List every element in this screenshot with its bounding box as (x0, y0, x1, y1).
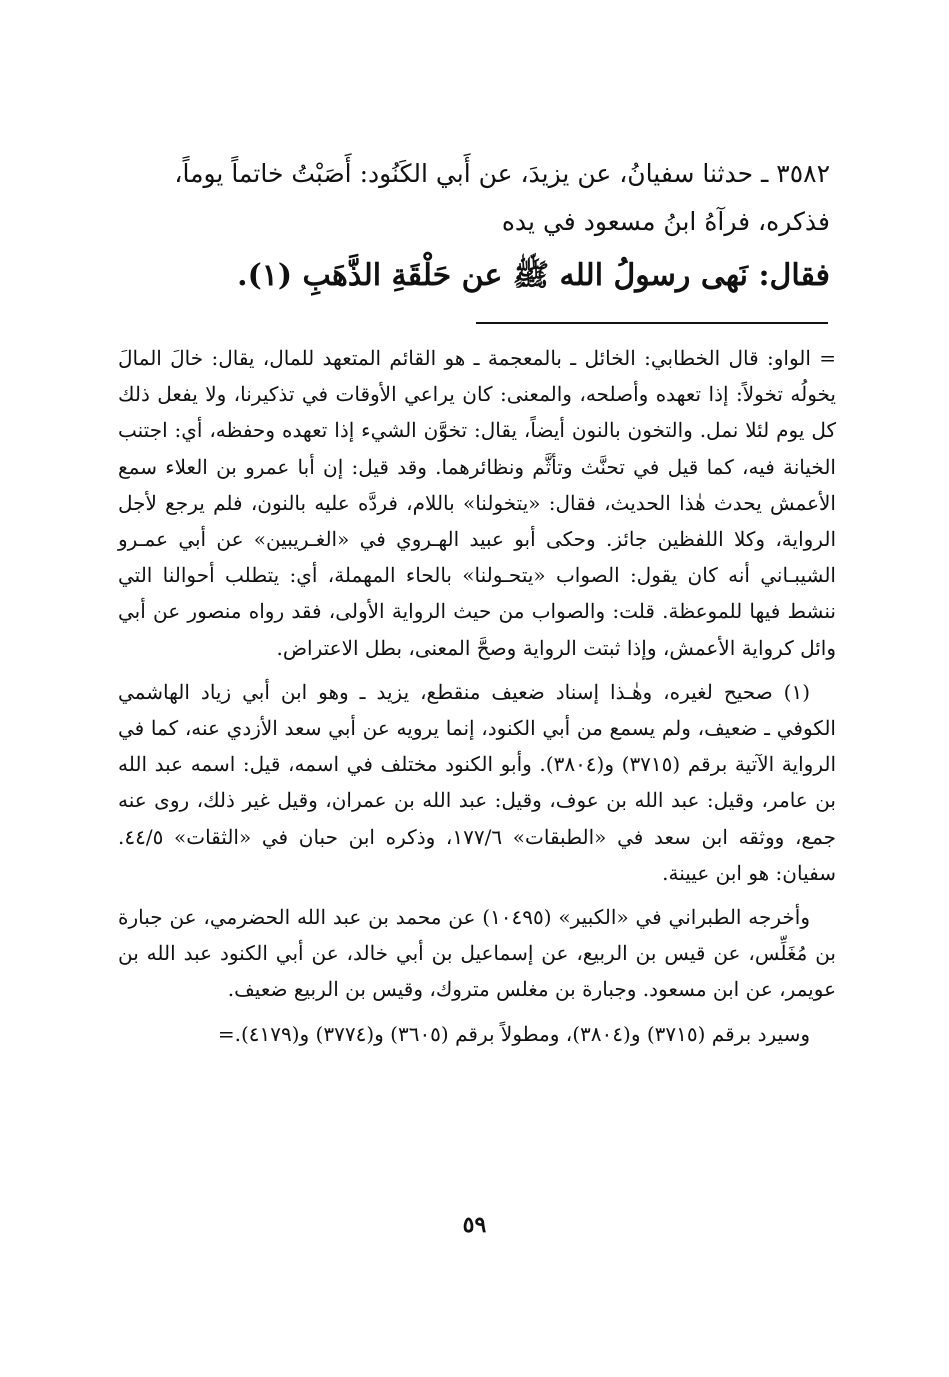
hadith-line-2: فذكره، فرآهُ ابنُ مسعود في يده (501, 207, 830, 236)
hadith-line-1: ٣٥٨٢ ـ حدثنا سفيانُ، عن يزيدَ، عن أَبي الكَنُود: أَصَبْتُ خاتماً يوماً، (174, 159, 830, 188)
footnote-separator (476, 322, 828, 324)
footnote-continuation: = الواو: قال الخطابي: الخائل ـ بالمعجمة ـ هو القائم المتعهد للمال، يقال: خالَ المالَ يخولُه تخولاً: إذا تعهده وأصلحه، والمعنى: كان يراعي الأوقات في تذكيرنا، ولا يفعل ذلك كل يوم لئلا نمل. والتخون بالنون أيضاً، يقال: تخوَّن الشيء إذا تعهده وحفظه، أي: اجتنب الخيانة فيه، كما قيل في تحنَّث وتأثَّم ونظائرهما. وقد قيل: إن أبا عمرو بن العلاء سمع الأعمش يحدث هٰذا الحديث، فقال: «يتخولنا» باللام، فردَّه عليه بالنون، فلم يرجع لأجل الرواية، وكلا اللفظين جائز. وحكى أبو عبيد الهـروي في «الغـريبين» عن أبي عمـرو الشيبـاني أنه كان يقول: الصواب «يتحـولنا» بالحاء المهملة، أي: يتطلب أحوالنا التي ننشط فيها للموعظة. قلت: والصواب من حيث الرواية الأولى، فقد رواه منصور عن أبي وائل كرواية الأعمش، وإذا ثبتت الرواية وصحَّ المعنى، بطل الاعتراض. (118, 346, 836, 660)
footnotes (118, 340, 836, 1052)
hadith-text (130, 150, 830, 306)
hadith-line-3: فقال: نَهى رسولُ الله ﷺ عن حَلْقَةِ الذَّهَبِ (١). (237, 258, 830, 293)
footnote-1-paragraph-2: وأخرجه الطبراني في «الكبير» (١٠٤٩٥) عن محمد بن عبد الله الحضرمي، عن جبارة بن مُغَلِّس، عن قيس بن الربيع، عن إسماعيل بن أبي خالد، عن أبي الكنود عبد الله بن عويمر، عن ابن مسعود. وجبارة بن مغلس متروك، وقيس بن الربيع ضعيف. (118, 905, 836, 1002)
footnote-1: (١) صحيح لغيره، وهٰـذا إسناد ضعيف منقطع، يزيد ـ وهو ابن أبي زياد الهاشمي الكوفي ـ ضعيف، ولم يسمع من أبي الكنود، إنما يرويه عن أبي سعد الأزدي عنه، كما في الرواية الآتية برقم (٣٧١٥) و(٣٨٠٤). وأبو الكنود مختلف في اسمه، قيل: اسمه عبد الله بن عامر، وقيل: عبد الله بن عوف، وقيل: عبد الله بن عمران، وقيل غير ذلك، روى عنه جمع، ووثقه ابن سعد في «الطبقات» ١٧٧/٦، وذكره ابن حبان في «الثقات» ٤٤/٥. سفيان: هو ابن عيينة. (118, 679, 836, 885)
footnote-1-paragraph-3: وسيرد برقم (٣٧١٥) و(٣٨٠٤)، ومطولاً برقم (٣٦٠٥) و(٣٧٧٤) و(٤١٧٩).= (217, 1021, 810, 1046)
page-number: ٥٩ (462, 1212, 487, 1238)
